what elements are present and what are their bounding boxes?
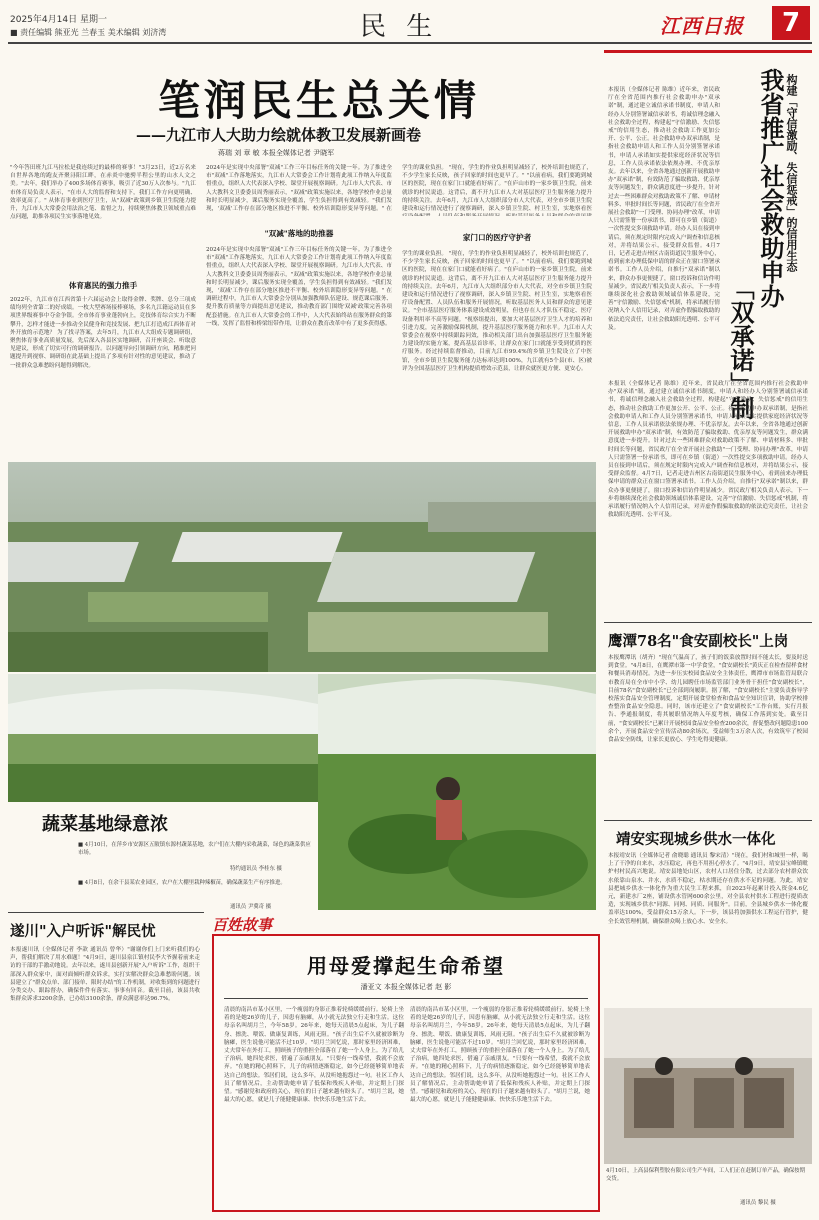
story-body-col1: 清晨的南昌市某小区里，一个瘦弱的身影正推着轮椅缓缓前行。轮椅上坐着的是她26岁的儿子，因患有脑瘫，从小就无法独立行走和生活。这位母亲名叫胡月兰，今年58岁。26年来，她每天清晨5点起床，为儿子翻身、擦洗、喂饭、做康复训练，风雨无阻。"孩子出生后不久就被诊断为脑瘫，医生说他可能活不过10岁。"胡月兰回忆说，那时家里经济困难，丈夫常年在外打工，照顾孩子的重担全部落在了她一个人身上。为了给儿子治病，她四处求医，借遍了亲戚朋友。"只要有一线希望，我就不会放弃。"在她的精心照料下，儿子的病情逐渐稳定，如今已经能够简单地表达自己的想法。邻居们说，这么多年，从没听她抱怨过一句。社区工作人员了解情况后，主动帮助她申请了低保和残疾人补贴，并定期上门探望。"感谢党和政府的关心，现在的日子越来越有盼头了。"胡月兰说，她最大的心愿，就是儿子能健健康康、快快乐乐地生活下去。 — [224, 1007, 404, 1104]
sidebar-accent-bar — [604, 50, 812, 53]
lead-sports-text: 2022年，九江市在江西省第十六届运动会上取得金牌、奖牌、总分三项成绩均列全省第二的好成绩。一枚大型赛场接棒赛场，多名九江籍运动员在多项世界级赛事中夺金争银。全市体育事业蓬勃向上，竞技体育综合实力不断攀升，怎样才能进一步推动全民健身和竞技发展、把九江打造成江西体育对外开放的示范地？ 为了找寻答案，去年5月，九江市人大组成专题调研组，聚焦体育事业高质量发展，先后深入各县区实地调研，召开座谈会、听取意见建议，形成了切实可行的调研报告。以问题导向引领调研方向，精准把问题提升到视察、调研组在此基础上提出了多项有针对性的意见建议，推动了一批群众急难愁盼问题得到解决。 — [10, 297, 196, 369]
principal-rule — [604, 622, 812, 623]
suichuan-article — [8, 912, 204, 1212]
sidebar-subtitle: 构建「守信激励、失信惩戒」的信用生态 — [785, 74, 798, 272]
farm-caption-1: ■ 4月10日，在萍乡市安源区五陂镇东源村蔬菜基地，农户们在大棚内采收蔬菜，绿色的蔬菜供应市场。 — [78, 842, 311, 856]
section-title: 民 生 — [360, 12, 439, 42]
farmer-image — [318, 674, 596, 910]
story-byline: 潘亚文 本报全媒体记者 赵 影 — [360, 983, 452, 991]
story-tag: 百姓故事 — [212, 916, 273, 934]
sidebar-body-bottom: 本报讯（全媒体记者 陈维）近年来，省民政厅在全省范围内推行社会救助申办"双承诺"制，通过建立诚信承诺书制度，申请人和经办人分别签署诚信承诺书，将诚信理念融入社会救助全过程，构建起"守信激励、失信惩戒"的信用生态，推动社会救助工作更加公开、公平、公正。社会救助申办双承诺制，是指社会救助申请人和工作人员分别签署承诺书，申请人承诺如实提供家庭经济状况等信息，工作人员承诺依法依规办理、不优亲厚友。去年以来，全省各地通过创新开展救助申办"双承诺"制，有效防范了骗取救助、优亲厚友等问题发生，群众满意度进一步提升。针对过去一些困难群众对救助政策不了解、申请材料多、审批时间长等问题，省民政厅在全省开展社会救助"一门受理、协同办理"改革，申请人只需签署一份承诺书，即可在乡镇（街道）一次性提交多项救助申请。经办人员在接到申请后，须在规定时限内完成入户调查和信息核对，并将结果公示，接受群众监督。4月7日，记者走进吉州区古南街道民生服务中心，看到前来办理低保申请的群众正在窗口签署承诺书。工作人员介绍，自推行"双承诺"制以来，群众办事更便捷了，窗口投诉和信访件明显减少。省民政厅相关负责人表示，下一步将继续深化社会救助领域诚信体系建设，完善"守信激励、失信惩戒"机制，将承诺履行情况纳入个人信用记录，对弄虚作假骗取救助的依法追究责任，让社会救助阳光透明、公平可及。 — [608, 381, 808, 519]
heading-sports: 体育惠民的强力推手 — [68, 281, 138, 290]
masthead — [0, 0, 819, 46]
farm-aerial-image — [8, 462, 596, 672]
farmer-photo — [318, 674, 596, 910]
factory-caption: 4月10日，上高县保利塑胶有限公司生产车间，工人们正在赶制订单产品，确保按期交货。 — [606, 1168, 805, 1182]
water-title: 靖安实现城乡供水一体化 — [616, 831, 776, 848]
sidebar-title-b: 「双承诺」制 — [726, 276, 755, 420]
page-number-badge — [772, 6, 810, 40]
lead-article — [8, 50, 596, 460]
greenhouse-photo — [8, 674, 318, 802]
farm-caption-1-credit: 特约通讯员 李桂东 摄 — [230, 866, 282, 872]
page-number: 7 — [781, 8, 801, 38]
heading-shuangjian: "双减"落地的助推器 — [264, 229, 334, 238]
lead-clinic-text: 学生的课业负担。 "现在，学生的作业负担明显减轻了，校外培训也规范了，不少学生家长反映，孩子回家的时间也更早了。" "以前看病，我们要跑到城区的医院，现在在家门口就能看好病了。"在庐山市的一家乡镇卫生院，前来就诊的村民说道。这背后，离不开九江市人大对基层医疗卫生服务能力提升的持续关注。去年6月，九江市人大组织部分市人大代表，对全市乡镇卫生院建设和运行情况进行了视察调研，深入乡镇卫生院、村卫生室，实地察看医疗设备配置、人员队伍和服务开展情况，听取基层医务人员和群众的意见建议。"全市基层医疗服务体系建设成效明显，但也存在人才队伍不稳定、医疗设备利用率不高等问题。"视察组提出，要加大对基层医疗卫生人才的培养和引进力度，完善激励保障机制，提升基层医疗服务能力和水平。九江市人大常委会在视察中持续跟踪问效，推动相关部门出台加强基层医疗卫生服务能力建设的实施方案，提高基层首诊率，让群众在家门口就能享受到优质的医疗服务。经过持续监督推动，目前九江市99.4%的乡镇卫生院设立了中医馆，全市乡镇卫生院服务能力达标率达到100%，九江就有5个县(市、区)被评为全国基层医疗卫生机构提质增效示范县，让群众就医更方便、更安心。 — [402, 251, 592, 372]
principal-article — [604, 622, 812, 818]
newspaper-logo: 江西日报 — [660, 14, 744, 38]
heading-clinic: 家门口的医疗守护者 — [462, 233, 532, 242]
water-rule — [604, 820, 812, 821]
factory-photo — [604, 1008, 812, 1164]
principal-title: 鹰潭78名"食安副校长"上岗 — [608, 633, 789, 650]
suichuan-body: 本报遂川讯（全媒体记者 李歆 通讯员 曾华）"谢谢你们上门来听我们的心声，帮我们解决了用水难题！"4月9日，遂川县泉江镇村民李大爷握着前来走访的干部的手激动地说。去年以来，遂川县创新开展"入户听诉"工作，组织干部深入群众家中，面对面倾听群众诉求，实打实解决群众急难愁盼问题。该县建立了"群众点单、部门接单、限时办结"的工作机制，对收集到的问题进行分类交办、跟踪督办，确保件件有落实、事事有回音。截至目前，该县共收集群众诉求3200余条，已办结3100余条，群众满意率达96.7%。 — [10, 947, 200, 1003]
farm-aerial-photo — [8, 462, 596, 672]
suichuan-rule — [8, 912, 204, 913]
greenhouse-image — [8, 674, 318, 802]
sidebar-article — [604, 50, 812, 620]
sidebar-title-a: 我省推广社会救助申办 — [756, 68, 785, 308]
farm-caption-2-credit: 通讯员 尹冀奇 摄 — [230, 904, 272, 910]
principal-body: 本报鹰潭讯（胡齐）"现在气温高了，孩子们的饭菜放置时间不能太长，要及时送到食堂。"4月8日，在鹰潭市第一中学食堂，"食安副校长"黄庆正在检查留样食材和餐具消毒情况。为进一步压实校园食品安全主体责任，鹰潭市市场监管局联合市教育局在全市中小学、幼儿园聘任市场监管部门业务骨干担任"食安副校长"，目前78名"食安副校长"已全部到岗履职。据了解，"食安副校长"主要负责指导学校落实食品安全管理制度，定期开展食堂检查和食品安全知识宣讲，协助学校排查整治食品安全隐患。同时，该市还建立了"食安副校长"工作台账，实行月报告、季通报制度，将其履职情况纳入年度考核，确保工作落到实处。截至目前，"食安副校长"已累计开展校园食品安全检查200余次，督促整改问题隐患100余个，开展食品安全宣传活动80余场次，受益师生3万余人次，有效筑牢了校园食品安全防线，让家长更放心、学生吃得更健康。 — [608, 655, 808, 744]
farm-title: 蔬菜基地绿意浓 — [42, 814, 168, 835]
story-title: 用母爱撑起生命希望 — [307, 954, 505, 978]
lead-column-2-text: 2024年是实现中央部署"双减"工作三年目标任务的关键一年。为了推进全市"双减"工作落地落实，九江市人大常委会工作计划将此项工作纳入年度监督重点，组织人大代表深入学校、课堂开展视察调研。九江市人大代表、市人大教科文卫委委员周秀丽表示，"双减"政策实施以来，各地学校作业总量和时长明显减少，课后服务实现全覆盖，学生负担得到有效减轻。"我们发现，'双减'工作存在部分地区推进不平衡、校外培训隐形变异等问题。" 在 — [206, 165, 392, 212]
water-body: 本报靖安讯（全媒体记者 俞晓聪 通讯员 黎宋清）"现在，我们村和城里一样，喝上了干净的自来水，水压稳定，再也不用担心停水了。"4月9日，靖安县宝峰镇毗炉村村民高兴地说。靖安县地处山区，农村人口居住分散，过去部分农村群众饮水依靠山泉水、井水，水质不稳定，枯水期还存在供水不足的问题。为此，靖安县把城乡供水一体化作为重大民生工程来抓，自2023年起累计投入资金4.6亿元，新建水厂2座，铺设供水管网600余公里，对全县农村供水工程进行提质改造，实现城乡供水"同源、同网、同质、同服务"。目前，全县城乡供水一体化覆盖率达100%，受益群众15万余人。下一步，该县将加强供水工程运行管护，健全长效管理机制，确保群众喝上放心水、安全水。 — [608, 853, 808, 925]
suichuan-title: 遂川"入户听诉"解民忧 — [10, 923, 156, 940]
story-box — [212, 934, 600, 1212]
lead-shuangjian-text: 2024年是实现中央部署"双减"工作三年目标任务的关键一年。为了推进全市"双减"工作落地落实，九江市人大常委会工作计划将此项工作纳入年度监督重点，组织人大代表深入学校、课堂开展视察调研。九江市人大代表、市人大教科文卫委委员周秀丽表示，"双减"政策实施以来，各地学校作业总量和时长明显减少，课后服务实现全覆盖，学生负担得到有效减轻。"我们发现，'双减'工作存在部分地区推进不平衡、校外培训隐形变异等问题。" 在调研过程中，九江市人大常委会分别从加强教师队伍建设、规范课后服务、提升教育质量等方面提出意见建议，推动教育部门围绕'双减'政策完善各项配套措施。在九江市人大常委会的工作中，人大代表始终站在服务群众的第一线，发挥了监督和桥梁纽带作用，让群众在教育改革中有了更多获得感。 — [206, 247, 392, 327]
lead-byline: 蒋瑞 刘 章 敏 本报全媒体记者 尹晓军 — [218, 149, 335, 157]
lead-column-3-top: 学生的课业负担。 "现在，学生的作业负担明显减轻了，校外培训也规范了，不少学生家长反映，孩子回家的时间也更早了。" "以前看病，我们要跑到城区的医院，现在在家门口就能看好病了。"在庐山市的一家乡镇卫生院，前来就诊的村民说道。这背后，离不开九江市人大对基层医疗卫生服务能力提升的持续关注。去年6月，九江市人大组织部分市人大代表，对全市乡镇卫生院建设和运行情况进行了视察调研，深入乡镇卫生院、村卫生室，实地察看医 — [402, 165, 592, 213]
factory-image — [604, 1008, 812, 1164]
issue-date: 2025年4月14日 星期一 — [10, 15, 107, 25]
factory-caption-credit: 通讯员 黎民 摄 — [740, 1200, 776, 1206]
farm-caption-2: ■ 4月8日，在余干县某农业园区，农户在大棚里栽种辣椒苗，确保蔬菜生产有序推进。 — [78, 880, 286, 886]
editors: ■ 责任编辑 熊亚光 兰春玉 美术编辑 刘济湾 — [10, 28, 167, 37]
story-divider — [224, 998, 588, 999]
lead-subtitle: ——九江市人大助力绘就体教卫发展新画卷 — [136, 126, 422, 144]
masthead-rule — [8, 42, 812, 44]
sidebar-body-top: 本报讯（全媒体记者 陈维）近年来，省民政厅在全省范围内推行社会救助申办"双承诺"制，通过建立诚信承诺书制度，申请人和经办人分别签署诚信承诺书，将诚信理念融入社会救助全过程，构建起"守信激励、失信惩戒"的信用生态，推动社会救助工作更加公开、公平、公正。社会救助申办双承诺制，是指社会救助申请人和工作人员分别签署承诺书，申请人承诺如实提供家庭经济状况等信息，工作人员承诺依法依规办理、不优亲厚友。去年以来，全省各地通过创新开展救助申办"双承诺"制，有效防范了骗取救助、优亲厚友等问题发生，群众满意度进一步提升。针对过去一些困难群众对救助政策不了解、申请材料多、审批时间长等问题，省民政厅在全省开展社会救助"一门受理、协同办理"改革，申请人只需签署一份承诺书，即可在乡镇（街道）一次性提交多项救助申请。经办人员在接到申请后，须在规定时限内完成入户调查和信息核对，并将结果公示，接受群众监督。4月7日，记者走进吉州区古南街道民生服务中心，看到前来办理低保申请的群众正在窗口签署承诺书。工作人员介绍，自推行"双承诺"制以来，群众办事更便捷了，窗口投诉和信访件明显减少。省民政厅相关负责人表示，下一步将继续深化社会救助领域诚信体系建设，完善"守信激励、失信惩戒"机制，将承诺履行情况纳入个人信用记录，对弄虚作假骗取救助的依法追究责任，让社会救助阳光透明、公平可及。 — [608, 87, 720, 331]
lead-intro: "今年答田班九江马拉松是我连续过的最棒的赛事！"3月23日，近2万名来自世界各地的跑友齐聚浔阳江畔，在赤炎中驰骋半程公里的山水人文之美。"去年，我们举办了400多场体育赛事，吸引了近30万人次参与。"九江市体育局负责人表示，"在市人大的监督和支持下，我们工作方向更明确、效率更高了。" 从体育事业到医疗卫生，从"双减"政策到乡镇卫生院能力提升，九江市人大常委会用法治之笔、监督之力，持续聚焦体教卫领域重点难点问题，助推各项民生实事落地见效。 — [10, 165, 196, 221]
water-article — [604, 820, 812, 1006]
story-body-col2: 清晨的南昌市某小区里，一个瘦弱的身影正推着轮椅缓缓前行。轮椅上坐着的是她26岁的儿子，因患有脑瘫，从小就无法独立行走和生活。这位母亲名叫胡月兰，今年58岁。26年来，她每天清晨5点起床，为儿子翻身、擦洗、喂饭、做康复训练，风雨无阻。"孩子出生后不久就被诊断为脑瘫，医生说他可能活不过10岁。"胡月兰回忆说，那时家里经济困难，丈夫常年在外打工，照顾孩子的重担全部落在了她一个人身上。为了给儿子治病，她四处求医，借遍了亲戚朋友。"只要有一线希望，我就不会放弃。"在她的精心照料下，儿子的病情逐渐稳定，如今已经能够简单地表达自己的想法。邻居们说，这么多年，从没听她抱怨过一句。社区工作人员了解情况后，主动帮助她申请了低保和残疾人补贴，并定期上门探望。"感谢党和政府的关心，现在的日子越来越有盼头了。"胡月兰说，她最大的心愿，就是儿子能健健康康、快快乐乐地生活下去。 — [410, 1007, 590, 1104]
lead-title: 笔润民生总关情 — [158, 76, 481, 125]
